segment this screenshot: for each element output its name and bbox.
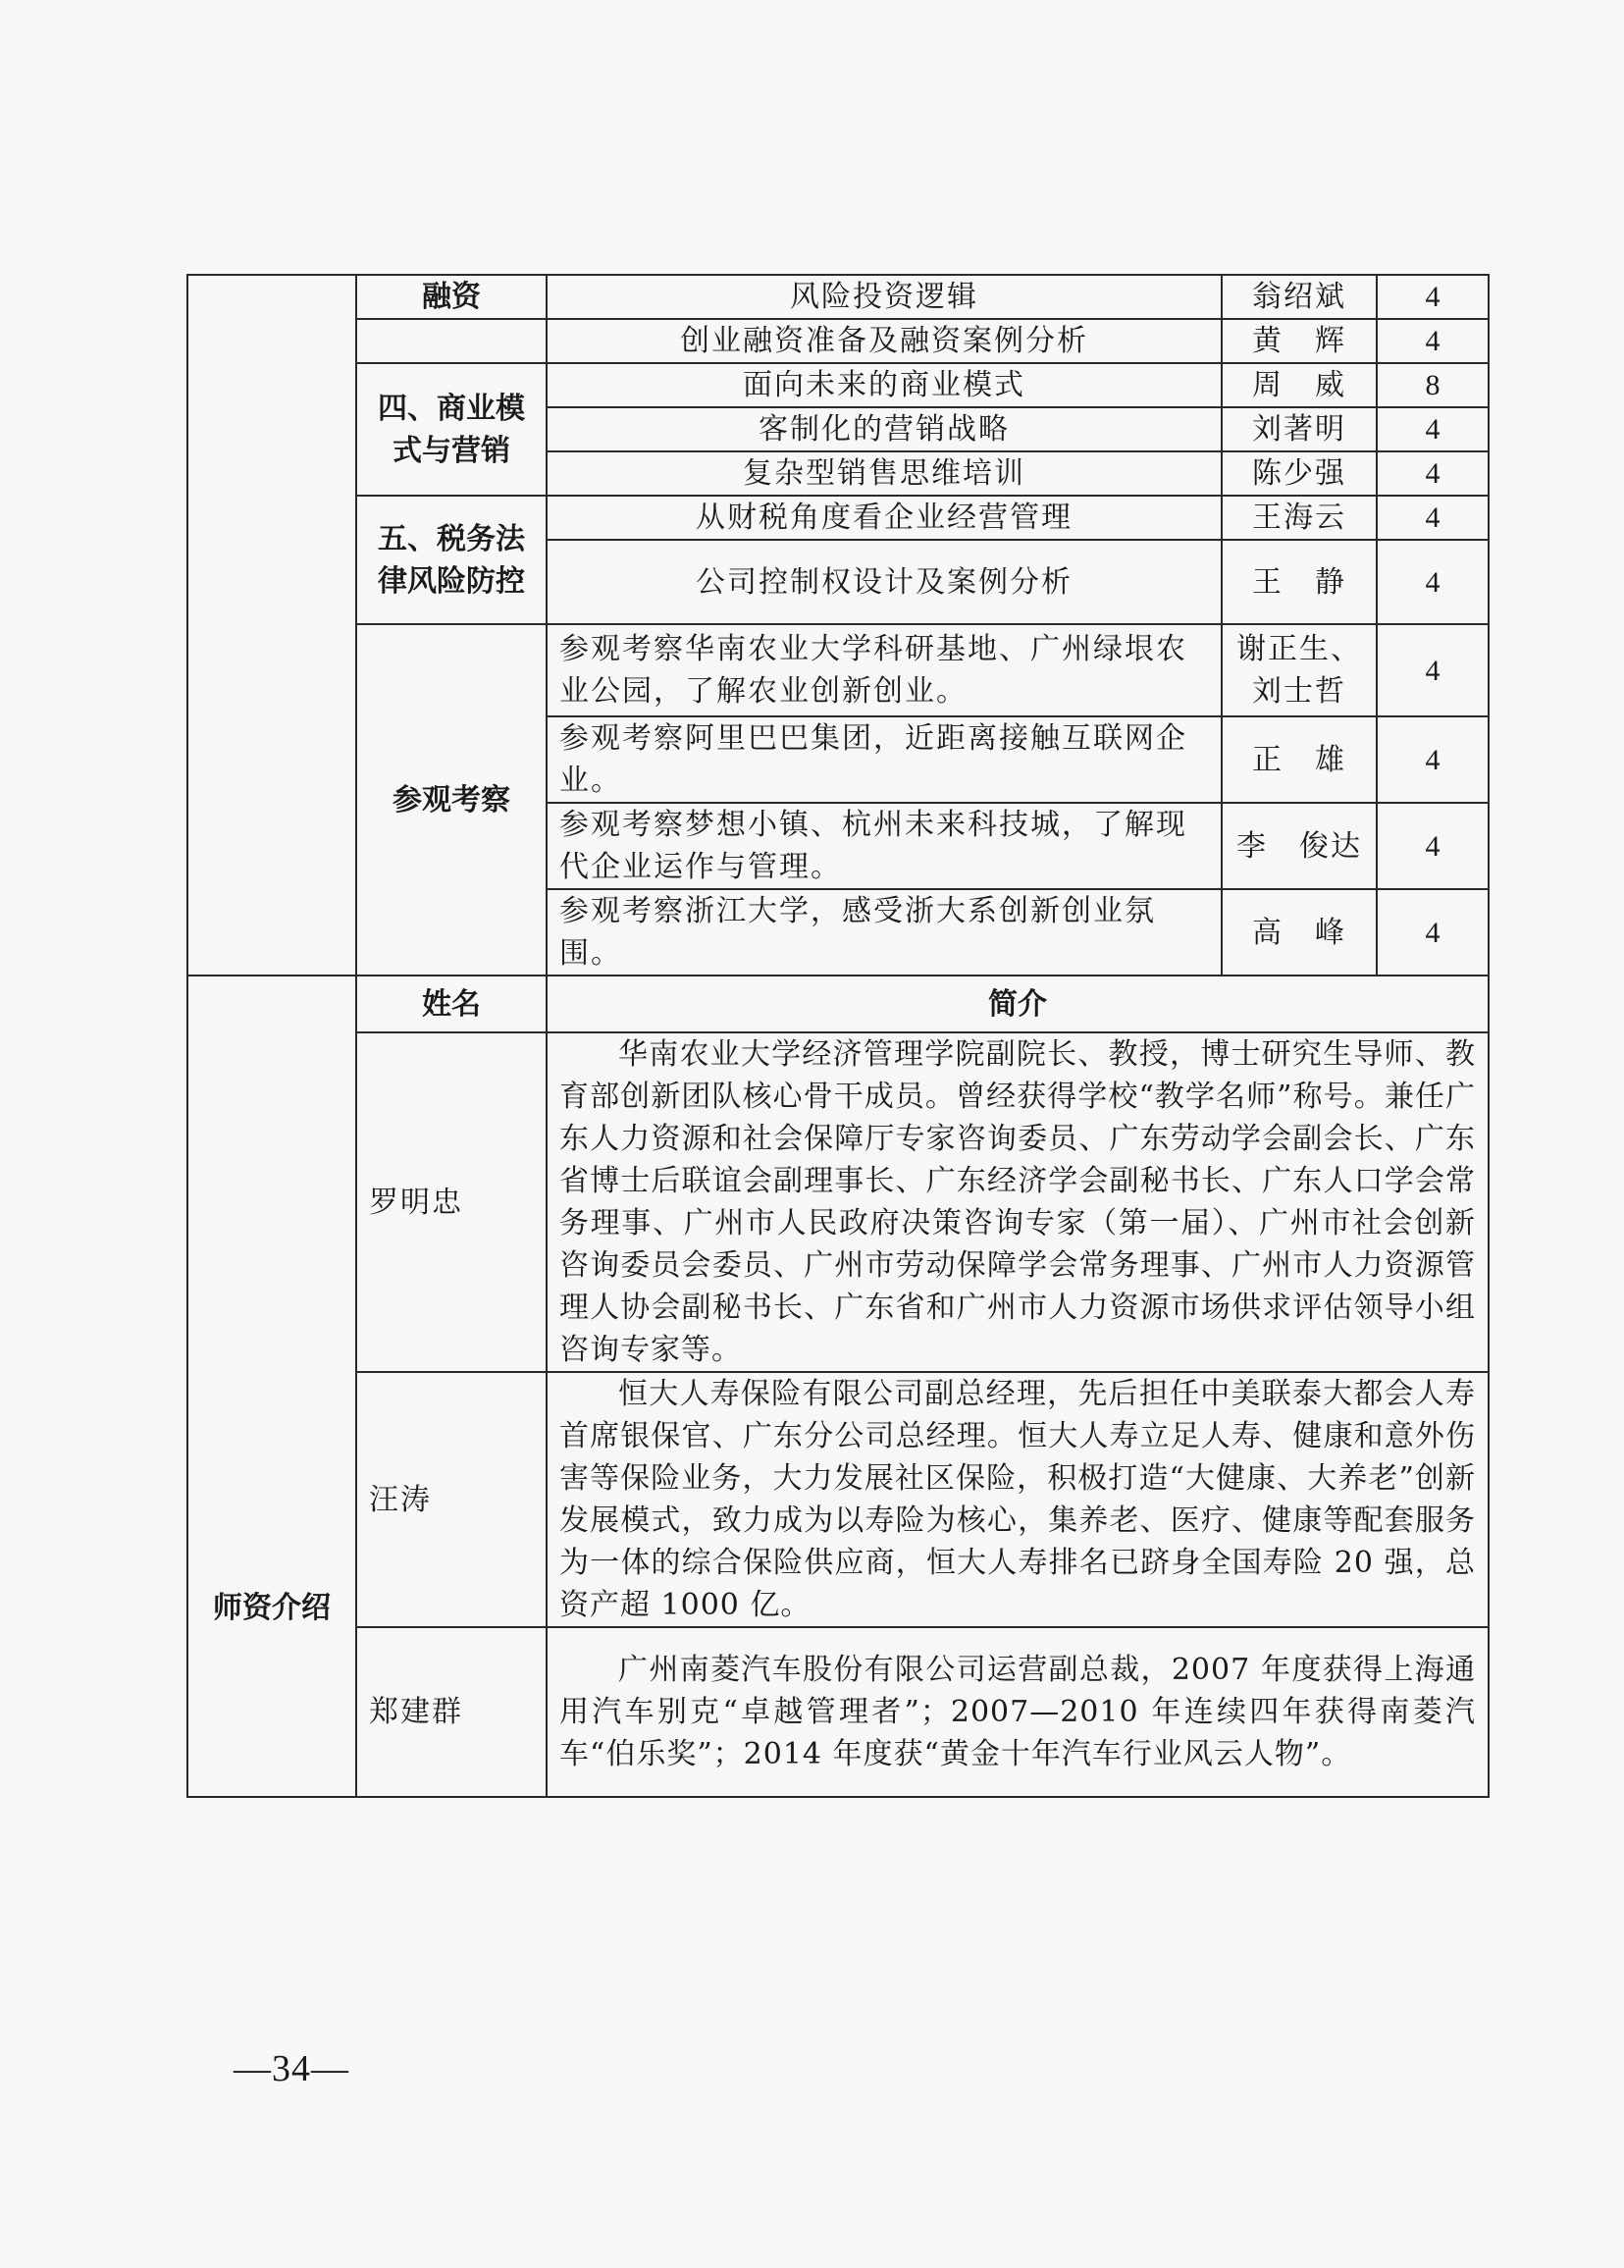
- faculty-name: 汪涛: [356, 1372, 547, 1627]
- teacher-cell: 正 雄: [1222, 716, 1377, 803]
- module-cell: 四、商业模式与营销: [356, 363, 547, 496]
- teacher-cell: 谢正生、刘士哲: [1222, 624, 1377, 716]
- header-intro: 简介: [547, 976, 1489, 1032]
- topic-cell: 参观考察浙江大学，感受浙大系创新创业氛围。: [547, 889, 1222, 976]
- topic-cell: 创业融资准备及融资案例分析: [547, 319, 1222, 363]
- topic-cell: 从财税角度看企业经营管理: [547, 496, 1222, 540]
- table-row: [187, 1627, 1489, 1797]
- teacher-cell: 李 俊达: [1222, 803, 1377, 889]
- hours-cell: 8: [1377, 363, 1489, 407]
- table-row: [187, 976, 1489, 1032]
- faculty-name: 郑建群: [356, 1627, 547, 1797]
- course-schedule-table: [186, 274, 1490, 1798]
- topic-cell: 公司控制权设计及案例分析: [547, 540, 1222, 624]
- table-row: [187, 319, 1489, 363]
- module-cell: [356, 319, 547, 363]
- teacher-cell: 刘著明: [1222, 407, 1377, 451]
- faculty-name: 罗明忠: [356, 1032, 547, 1372]
- teacher-cell: 周 威: [1222, 363, 1377, 407]
- topic-cell: 客制化的营销战略: [547, 407, 1222, 451]
- module-cell: 参观考察: [356, 624, 547, 976]
- topic-cell: 参观考察华南农业大学科研基地、广州绿垠农业公园，了解农业创新创业。: [547, 624, 1222, 716]
- header-name: 姓名: [356, 976, 547, 1032]
- faculty-bio-text: 恒大人寿保险有限公司副总经理，先后担任中美联泰大都会人寿首席银保官、广东分公司总经理。恒大人寿立足人寿、健康和意外伤害等保险业务，大力发展社区保险，积极打造“大健康、大养老”创新发展模式，致力成为以寿险为核心，集养老、医疗、健康等配套服务为一体的综合保险供应商，恒大人寿排名已跻身全国寿险 20 强，总资产超 1000 亿。: [559, 1377, 1476, 1622]
- teacher-cell: 翁绍斌: [1222, 275, 1377, 319]
- module-cell: 融资: [356, 275, 547, 319]
- hours-cell: 4: [1377, 716, 1489, 803]
- hours-cell: 4: [1377, 889, 1489, 976]
- teacher-cell: 王 静: [1222, 540, 1377, 624]
- faculty-bio-text: 华南农业大学经济管理学院副院长、教授，博士研究生导师、教育部创新团队核心骨干成员。曾经获得学校“教学名师”称号。兼任广东人力资源和社会保障厅专家咨询委员、广东劳动学会副会长、广东省博士后联谊会副理事长、广东经济学会副秘书长、广东人口学会常务理事、广州市人民政府决策咨询专家（第一届）、广州市社会创新咨询委员会委员、广州市劳动保障学会常务理事、广州市人力资源管理人协会副秘书长、广东省和广州市人力资源市场供求评估领导小组咨询专家等。: [559, 1037, 1476, 1367]
- hours-cell: 4: [1377, 451, 1489, 496]
- faculty-bio: [547, 1032, 1489, 1372]
- table-row: [187, 363, 1489, 407]
- faculty-bio-text: 广州南菱汽车股份有限公司运营副总裁，2007 年度获得上海通用汽车别克“卓越管理者”；2007—2010 年连续四年获得南菱汽车“伯乐奖”；2014 年度获“黄金十年汽车行业风云人物”。: [559, 1653, 1476, 1771]
- module-cell: 五、税务法律风险防控: [356, 496, 547, 624]
- table-row: [187, 1372, 1489, 1627]
- teacher-cell: 王海云: [1222, 496, 1377, 540]
- topic-cell: 风险投资逻辑: [547, 275, 1222, 319]
- table-row: [187, 496, 1489, 540]
- faculty-bio: [547, 1627, 1489, 1797]
- hours-cell: 4: [1377, 540, 1489, 624]
- hours-cell: 4: [1377, 275, 1489, 319]
- hours-cell: 4: [1377, 624, 1489, 716]
- hours-cell: 4: [1377, 803, 1489, 889]
- faculty-section-label: 师资介绍: [187, 976, 356, 1797]
- topic-cell: 面向未来的商业模式: [547, 363, 1222, 407]
- teacher-cell: 陈少强: [1222, 451, 1377, 496]
- page-number: —34—: [234, 2048, 349, 2089]
- topic-cell: 参观考察梦想小镇、杭州未来科技城，了解现代企业运作与管理。: [547, 803, 1222, 889]
- topic-cell: 参观考察阿里巴巴集团，近距离接触互联网企业。: [547, 716, 1222, 803]
- teacher-cell: 高 峰: [1222, 889, 1377, 976]
- hours-cell: 4: [1377, 407, 1489, 451]
- topic-cell: 复杂型销售思维培训: [547, 451, 1222, 496]
- teacher-cell: 黄 辉: [1222, 319, 1377, 363]
- table-row: [187, 1032, 1489, 1372]
- table-row: [187, 624, 1489, 716]
- outer-category-cell: [187, 275, 356, 976]
- table-row: [187, 275, 1489, 319]
- hours-cell: 4: [1377, 496, 1489, 540]
- faculty-bio: [547, 1372, 1489, 1627]
- hours-cell: 4: [1377, 319, 1489, 363]
